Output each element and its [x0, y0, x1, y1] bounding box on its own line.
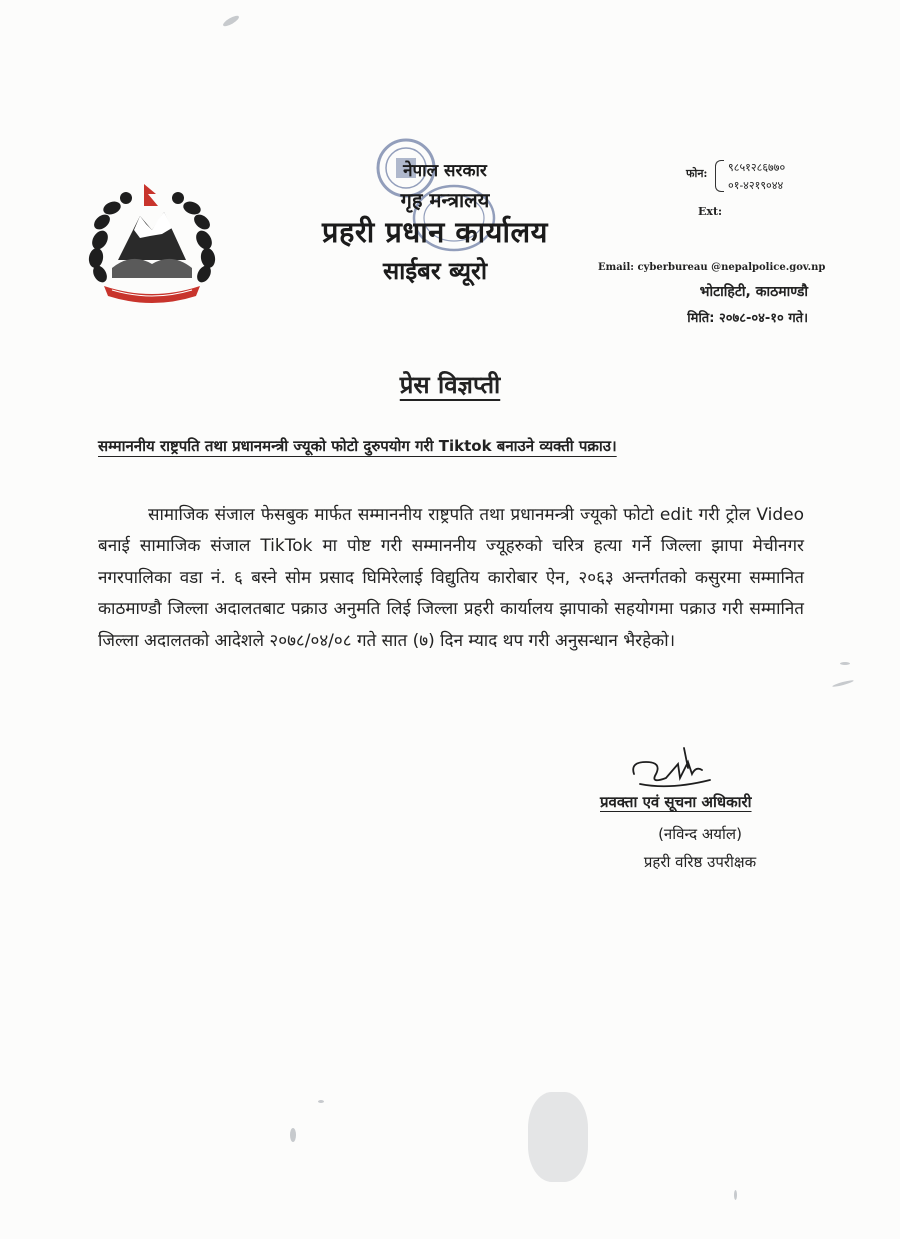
office-name: प्रहरी प्रधान कार्यालय — [321, 215, 548, 249]
office-address: भोटाहिटी, काठमाण्डौ — [699, 284, 808, 300]
notice-body-text: सामाजिक संजाल फेसबुक मार्फत सम्माननीय राष्ट्रपति तथा प्रधानमन्त्री ज्यूको फोटो edit गरी ट्रोल Video बनाई सामाजिक संजाल TikTok मा पोष्ट गरी सम्माननीय ज्यूहरुको चरित्र हत्या गर्ने जिल्ला झापा मेचीनगर नगरपालिका वडा नं. ६ बस्ने सोम प्रसाद घिमिरेलाई विद्युतिय कारोबार ऐन, २०६३ अन्तर्गतको कसुरमा सम्मानित काठमाण्डौ जिल्ला अदालतबाट पक्राउ अनुमति लिई जिल्ला प्रहरी कार्यालय झापाको सहयोगमा पक्राउ गरी सम्मानित जिल्ला अदालतको आदेशले २०७८/०४/०८ गते सात (७) दिन म्याद थप गरी अनुसन्धान भैरहेको। — [98, 505, 804, 651]
email-address: Email: cyberbureau @nepalpolice.gov.np — [598, 262, 826, 273]
scan-speck — [318, 1100, 324, 1103]
phone-label: फोन: — [686, 167, 708, 180]
bureau-name: साईबर ब्यूरो — [382, 257, 488, 285]
notice-title-wrap — [0, 368, 900, 401]
scan-speck — [840, 662, 850, 665]
notice-body — [98, 500, 804, 657]
scan-speck — [290, 1128, 296, 1142]
scan-speck — [222, 14, 241, 28]
signature-icon — [626, 744, 716, 792]
phone-number-1: ९८५१२८६७७० — [728, 161, 786, 174]
signatory-rank: प्रहरी वरिष्ठ उपरीक्षक — [643, 853, 757, 871]
government-name: नेपाल सरकार — [403, 161, 487, 181]
ministry-name: गृह मन्त्रालय — [400, 188, 490, 212]
phone-number-2: ०१-४२१९०४४ — [728, 179, 784, 192]
notice-title: प्रेस विज्ञप्ती — [399, 371, 501, 399]
scan-speck — [832, 679, 854, 688]
nepal-emblem-icon — [82, 178, 222, 306]
notice-subject: सम्माननीय राष्ट्रपति तथा प्रधानमन्त्री ज्यूको फोटो दुरुपयोग गरी Tiktok बनाउने व्यक्ती पक्राउ। — [98, 437, 617, 455]
scan-speck — [734, 1190, 737, 1200]
ext-label: Ext: — [698, 205, 723, 218]
scan-smudge — [528, 1092, 588, 1182]
phone-brace — [715, 160, 724, 192]
issue-date: मिति: २०७८-०४-१० गते। — [687, 311, 808, 326]
signatory-name: (नविन्द अर्याल) — [658, 825, 742, 843]
signatory-title: प्रवक्ता एवं सूचना अधिकारी — [600, 793, 752, 811]
